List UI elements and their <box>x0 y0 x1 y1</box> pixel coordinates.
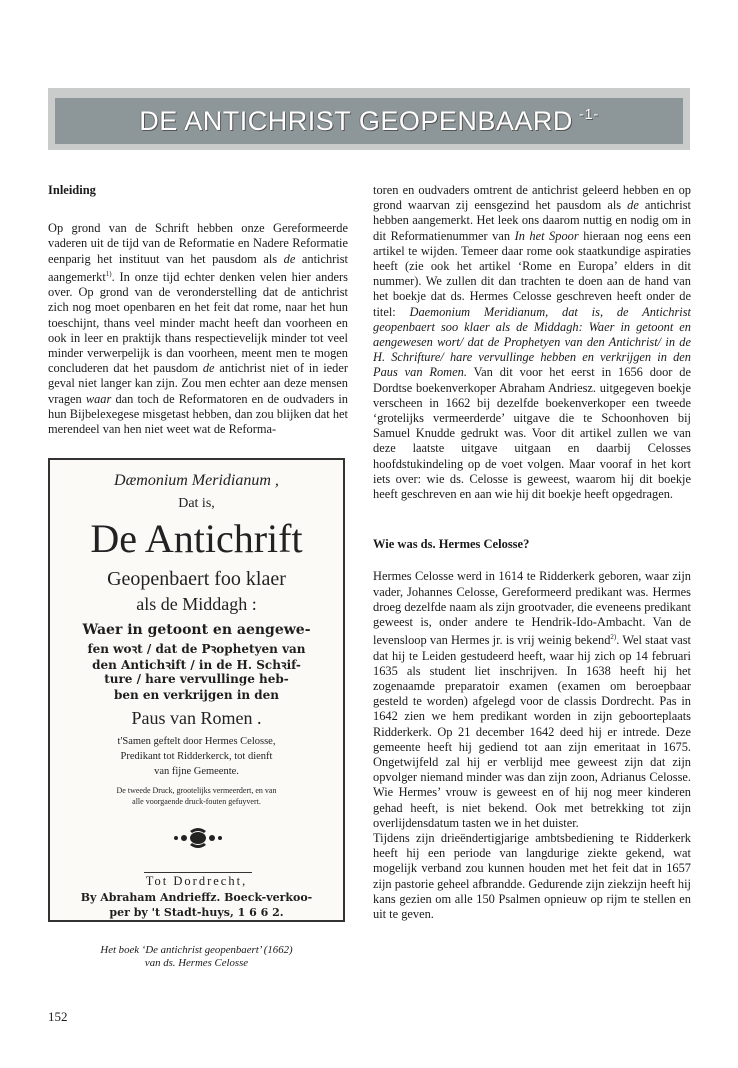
section-heading-celosse: Wie was ds. Hermes Celosse? <box>373 537 530 552</box>
fleuron-ornament-icon <box>168 825 228 851</box>
tp-line: fen woꝛt / dat de Pꝛophetyen van <box>87 642 306 656</box>
tp-line: By Abraham Andrieffz. Boeck-verkoo- <box>80 891 313 904</box>
tp-line: ben en verkrijgen in den <box>113 688 280 702</box>
caption-line: van ds. Hermes Celosse <box>144 957 249 969</box>
tp-line: Dat is, <box>178 496 215 511</box>
footnote-ref: 1) <box>105 269 112 278</box>
left-column <box>48 183 348 437</box>
image-caption <box>48 944 345 970</box>
tp-line: alle voorgaende druck-fouten gefuyvert. <box>132 797 261 806</box>
tp-line: Dæmonium Meridianum , <box>114 472 279 489</box>
tp-line: Waer in getoont en aengewe- <box>82 622 311 638</box>
page-number: 152 <box>48 1009 68 1024</box>
intro-paragraph-continued: toren en oudvaders omtrent de antichrist geleerd hebben en op grond waarvan zij eensgezind het pausdom als de antichrist hebben aangemerkt. Het leek ons daarom nuttig en nodig om in dit Reformatienummer van In het Spoor hieraan nog eens een artikel te wijden. Temeer daar rome ook staatkundige aspiraties heeft (zie ook het artikel ‘Rome en Europa’ elders in dit nummer). We zullen dit dan trachten te doen aan de hand van het boekje dat ds. Hermes Celosse geschreven heeft onder de titel: Daemonium Meridianum, dat is, de Antichrist geopenbaert soo klaer als de Middagh: Waer in getoont en aengewesen wort/ dat de Prophetyen van den Antichrist/ in de H. Schrifture/ hare vervullinge hebben en verkrijgen in den Paus van Romen. Van dit voor het eerst in 1656 door de Dordtse boekenverkoper Abraham Andriesz. uitgegeven boekje verscheen in 1662 bij dezelfde boekenverkoper een tweede ‘grotelijks vermeerderde’ uitgave die te Schoonhoven bij Samuel Knudde gedrukt was. Voor dit artikel zullen we van deze laatste uitgave uitgaan en daarbij Celosses hoofdstukindeling op de voet volgen. Maar vooraf in het kort iets over: wie ds. Celosse is geweest, waarom hij dit boekje heeft geschreven en aan wie hij dit boekje heeft opgedragen. <box>373 183 691 502</box>
right-column <box>373 183 691 922</box>
tp-line: De Antichrift <box>90 516 303 561</box>
tp-line: t'Samen geftelt door Hermes Celosse, <box>117 736 276 747</box>
tp-line: per by 't Stadt-huys, 1 6 6 2. <box>109 906 284 919</box>
title-banner <box>55 98 683 144</box>
tp-line: van fijne Gemeente. <box>154 766 239 777</box>
title-part-number: -1- <box>578 105 599 123</box>
title-page-rule <box>144 872 252 873</box>
biography-paragraph-2: Tijdens zijn drieëndertigjarige ambtsbediening te Ridderkerk heeft hij een periode van langdurige ziekte gekend, wat mogelijk verband zou kunnen houden met het feit dat in 1657 zijn pastorie geheel afbrandde. Gedurende zijn ziekzijn heeft hij kans gezien om alle 150 Psalmen opnieuw op rijm te stellen en uit te geven. <box>373 831 691 922</box>
tp-line: als de Middagh : <box>136 594 257 614</box>
biography-paragraph: Hermes Celosse werd in 1614 te Ridderkerk geboren, waar zijn vader, Johannes Celosse, Gereformeerd predikant was. Hermes droeg dezelfde naam als zijn grootvader, die eveneens predikant geweest is, onder andere te Hendrik-Ido-Ambacht. Van de levensloop van Hermes jr. is vrij weinig bekend$^{2)}$. Wel staat vast dat hij te Leiden gestudeerd heeft, waar hij zich op 14 februari 1635 als student liet inschrijven. In 1638 heeft hij het zogenaamde preparatoir examen (examen om beroepbaar gesteld te worden) afgelegd voor de classis Dordrecht. Pas in 1642 zien we hem predikant worden in zijn geboorteplaats Ridderkerk. Op 21 december 1642 deed hij er intrede. Deze gemeente heeft hij gediend tot aan zijn emeritaat in 1675. Ongetwijfeld zal hij er verblijd mee geweest zijn dat zijn opvolger niemand minder was dan zijn zoon, Adrianus Celosse. Wie Hermes’ vrouw is geweest en of hij nog meer kinderen gehad heeft, is niet bekend. Ook met betrekking tot zijn overlijdensdatum tasten we in het duister. <box>373 569 692 830</box>
tp-line: den Antichꝛift / in de H. Schꝛif- <box>92 658 301 672</box>
footnote-ref: 2) <box>610 633 617 642</box>
book-title-page-image <box>48 458 345 922</box>
tp-line: Paus van Romen . <box>131 708 262 728</box>
tp-line: De tweede Druck, grootelijks vermeerdert, en van <box>116 786 277 795</box>
caption-line: Het boek ‘De antichrist geopenbaert’ (1662) <box>100 944 293 956</box>
intro-paragraph: Op grond van de Schrift hebben onze Gereformeerde vaderen uit de tijd van de Reformatie en Nadere Reformatie eenparig het instituut van het pausdom als de antichrist aangemerkt$^{1)}$. In onze tijd echter denken velen hier anders over. Op grond van de veronderstelling dat de antichrist zich nog moet openbaren en het feit dat rome, naar het hun toeschijnt, thans veel minder macht heeft dan voorheen en ook in leer en praktijk thans respectievelijk minder tot veel minder verwerpelijk is dan voorheen, meent men te mogen concluderen dat het pausdom de antichrist niet of in ieder geval niet langer kan zijn. Zou men echter aan deze mensen vragen waar dan toch de Reformatoren en de oudvaders in hun Bijbelexegese misgetast hebben, dan zou blijken dat het merendeel van hen niet weet wat de Reforma- <box>48 221 348 436</box>
tp-line: Tot Dordrecht, <box>145 874 248 888</box>
tp-line: ture / hare vervullinge heb- <box>104 672 289 686</box>
tp-line: Predikant tot Ridderkerck, tot dienft <box>120 751 273 762</box>
article-title: DE ANTICHRIST GEOPENBAARD $^{-1-}$ <box>139 105 599 136</box>
tp-line: Geopenbaert foo klaer <box>107 568 286 590</box>
section-heading-inleiding: Inleiding <box>48 183 96 197</box>
